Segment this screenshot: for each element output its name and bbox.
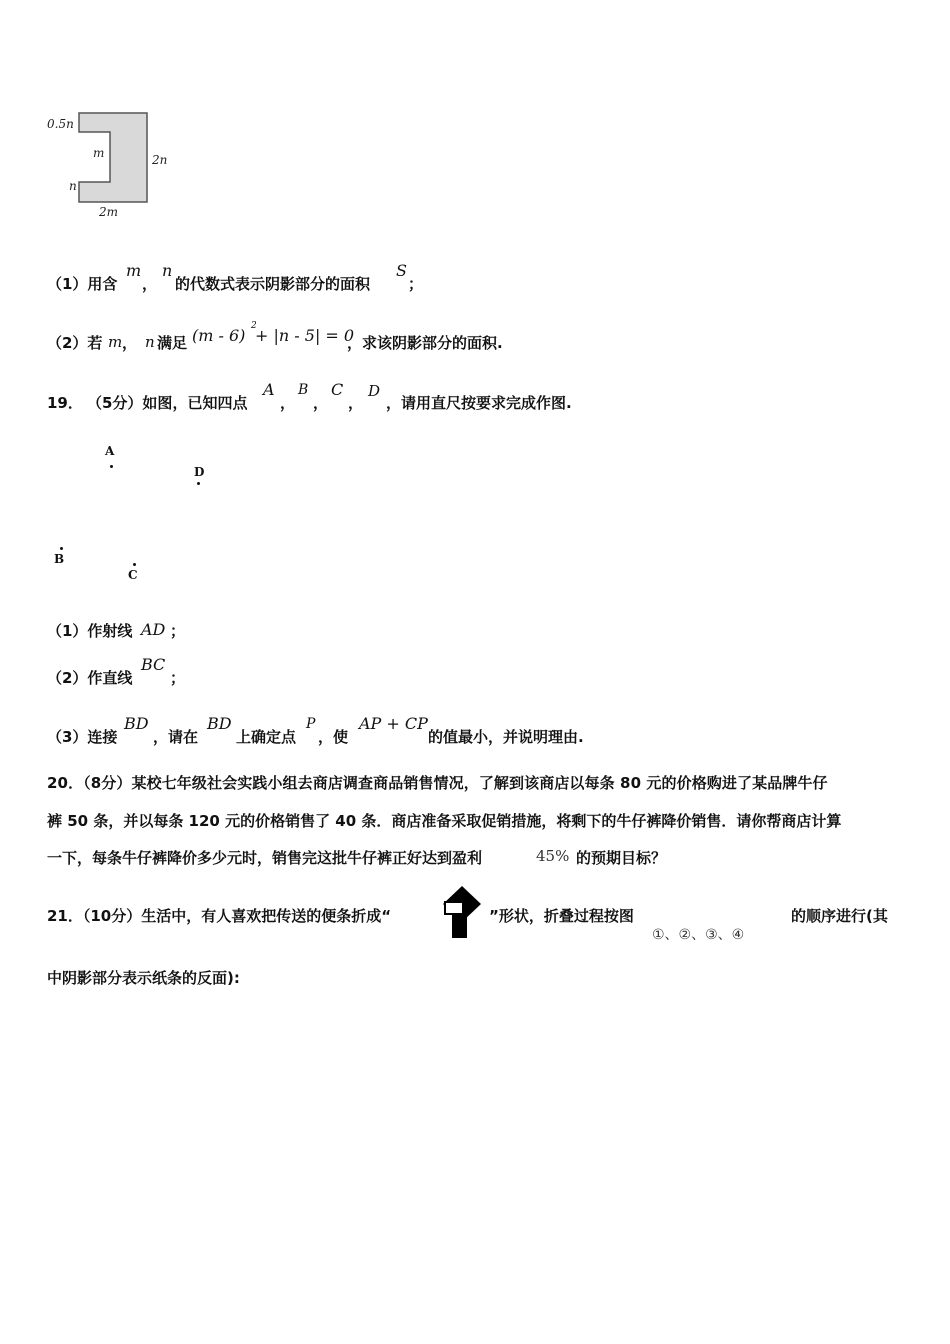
point-D <box>197 482 200 485</box>
math-AD: AD <box>141 620 166 639</box>
label-2n: 2n <box>152 153 168 167</box>
folded-note-icon <box>435 884 487 940</box>
math-D: D <box>368 382 381 400</box>
q19-part3-end: 的值最小，并说明理由. <box>428 728 584 746</box>
math-n: n <box>162 261 173 280</box>
q18-part1: （1）用含 <box>47 275 118 293</box>
point-C <box>133 563 136 566</box>
math-AP-CP: AP + CP <box>359 714 428 733</box>
q19-sep2: ， <box>313 394 329 412</box>
equation-rhs: + |n - 5| = 0 <box>255 326 355 345</box>
q19-number: 19． <box>47 394 83 412</box>
equation-lhs: (m - 6) <box>192 326 246 345</box>
q21-line1-c: 的顺序进行(其 <box>791 907 888 925</box>
q21-step-numbers: ①、②、③、④ <box>652 927 745 943</box>
q20-line1: 20．（8分）某校七年级社会实践小组去商店调查商品销售情况，了解到该商店以每条 80 元的价格购进了某品牌牛仔 <box>47 774 828 792</box>
q21-line2: 中阴影部分表示纸条的反面): <box>47 969 240 987</box>
math-P: P <box>306 716 316 732</box>
q19-part3-mid2: 上确定点 <box>236 728 297 746</box>
q18-comma: ， <box>142 275 158 293</box>
q19-score: （5分）如图，已知四点 <box>87 394 248 412</box>
q20-percent: 45% <box>536 847 570 865</box>
point-D-label: D <box>194 465 205 479</box>
q20-line2: 裤 50 条，并以每条 120 元的价格销售了 40 条．商店准备采取促销措施，将剩下的牛仔裤降价销售．请你帮商店计算 <box>47 812 842 830</box>
math-BD-1: BD <box>124 714 149 733</box>
math-m: m <box>126 261 142 280</box>
q19-part3-mid1: ，请在 <box>153 728 199 746</box>
q19-part2-prefix: （2）作直线 <box>47 669 133 687</box>
math-BC: BC <box>141 655 166 674</box>
math-BD-2: BD <box>207 714 232 733</box>
q18-part1-end: ； <box>408 275 424 293</box>
q20-line3-b: 的预期目标？ <box>576 849 667 867</box>
q18-part2-prefix: （2）若 <box>47 334 103 352</box>
q19-sep3: ， <box>348 394 364 412</box>
point-A <box>110 465 113 468</box>
math-A: A <box>263 380 275 399</box>
math-S: S <box>396 261 407 280</box>
label-notch-m: m <box>93 146 105 160</box>
q21-line1-a: 21．（10分）生活中，有人喜欢把传送的便条折成“ <box>47 907 392 925</box>
q20-line3-a: 一下，每条牛仔裤降价多少元时，销售完这批牛仔裤正好达到盈利 <box>47 849 483 867</box>
q18-part2-comma: ， <box>122 334 138 352</box>
label-2m: 2m <box>99 205 119 219</box>
equation-sup: 2 <box>251 321 257 331</box>
point-A-label: A <box>105 444 115 458</box>
q19-sep1: ， <box>280 394 296 412</box>
q19-rest: ，请用直尺按要求完成作图. <box>386 394 572 412</box>
q19-part3-mid3: ，使 <box>318 728 349 746</box>
shaded-region <box>79 113 147 202</box>
label-half-n: 0.5n <box>47 117 74 131</box>
point-B <box>60 547 63 550</box>
math-C: C <box>331 380 344 399</box>
math-m2: m <box>108 333 123 351</box>
q19-part2-end: ； <box>170 669 186 687</box>
q19-part1-end: ； <box>170 622 186 640</box>
math-B: B <box>298 382 309 398</box>
q18-part2-end: ，求该阴影部分的面积. <box>347 334 503 352</box>
q19-part3-prefix: （3）连接 <box>47 728 118 746</box>
point-B-label: B <box>54 552 65 566</box>
q18-part1-text: 的代数式表示阴影部分的面积 <box>175 275 371 293</box>
label-n: n <box>69 179 77 193</box>
q21-line1-b: ”形状，折叠过程按图 <box>489 907 634 925</box>
point-C-label: C <box>128 568 138 582</box>
q19-part1-prefix: （1）作射线 <box>47 622 133 640</box>
math-n2: n <box>145 333 155 351</box>
q18-part2-mid: 满足 <box>157 334 188 352</box>
